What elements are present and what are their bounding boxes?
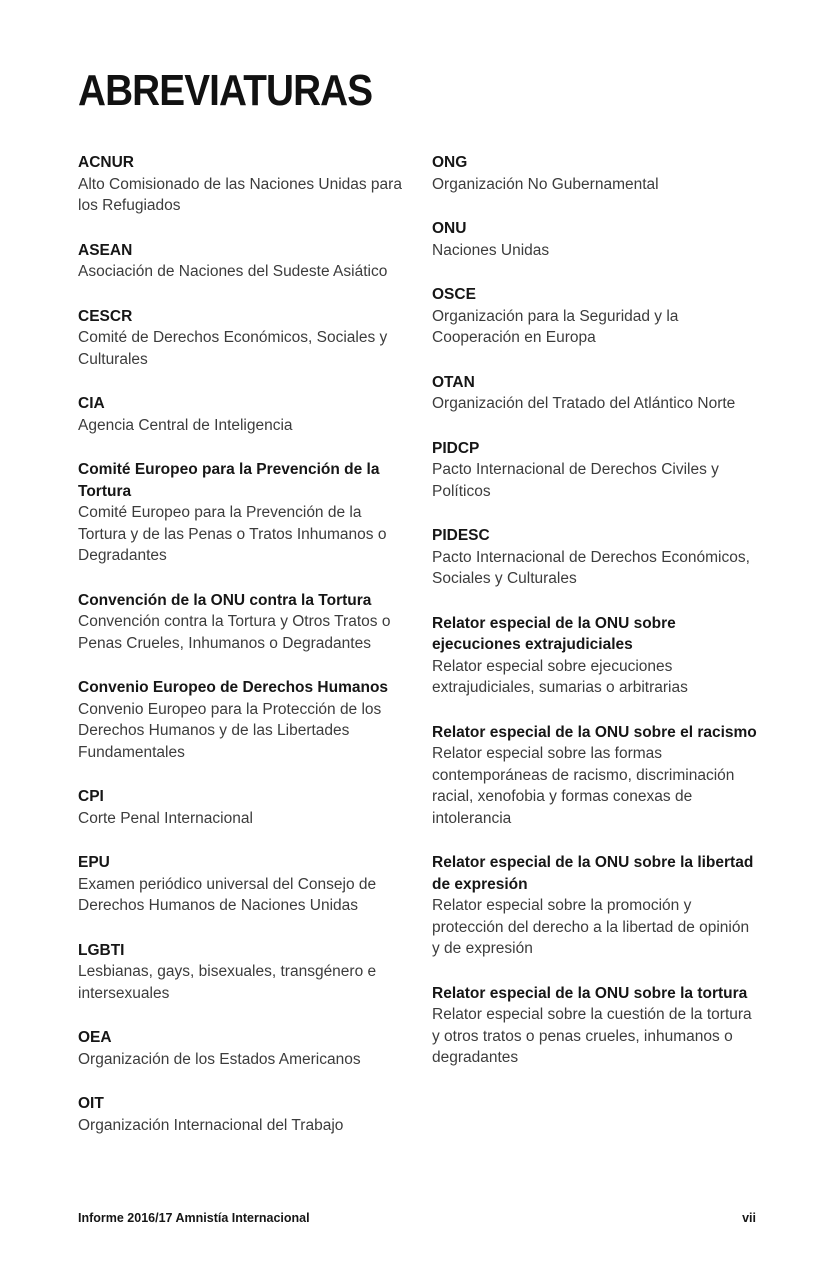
abbr-definition: Organización del Tratado del Atlántico Norte — [432, 395, 736, 412]
abbr-term: Relator especial de la ONU sobre el racismo — [432, 723, 757, 741]
abbr-entry — [432, 852, 760, 960]
abbr-entry — [78, 786, 406, 829]
abbr-term: CPI — [78, 788, 104, 805]
abbr-entry — [78, 1027, 406, 1070]
abbr-term: Convención de la ONU contra la Tortura — [78, 591, 372, 609]
abbr-entry — [78, 940, 406, 1005]
abbr-entry — [78, 152, 406, 217]
abbr-entry — [432, 152, 760, 195]
abbr-entry — [78, 393, 406, 436]
abbr-term: OSCE — [432, 286, 476, 303]
abbr-term: OEA — [78, 1029, 112, 1046]
abbr-definition: Pacto Internacional de Derechos Civiles y Políticos — [432, 461, 719, 500]
abbr-definition: Comité de Derechos Económicos, Sociales y Culturales — [78, 329, 388, 368]
abbr-term: Comité Europeo para la Prevención de la Tortura — [78, 461, 380, 500]
abbr-term: ACNUR — [78, 154, 134, 171]
abbr-definition: Lesbianas, gays, bisexuales, transgénero e intersexuales — [78, 963, 377, 1002]
abbr-definition: Organización Internacional del Trabajo — [78, 1116, 344, 1134]
abbr-term: Relator especial de la ONU sobre ejecuciones extrajudiciales — [432, 614, 676, 653]
right-column — [432, 152, 760, 1159]
abbr-term: ONG — [432, 154, 468, 171]
abbr-term: PIDESC — [432, 527, 490, 544]
abbr-entry — [78, 240, 406, 283]
abbr-definition: Organización No Gubernamental — [432, 175, 659, 193]
abbr-term: Convenio Europeo de Derechos Humanos — [78, 679, 389, 696]
abbr-entry — [432, 218, 760, 261]
abbr-definition: Organización de los Estados Americanos — [78, 1050, 361, 1068]
abbr-definition: Comité Europeo para la Prevención de la Tortura y de las Penas o Tratos Inhumanos o Degradantes — [78, 504, 387, 564]
abbr-term: Relator especial de la ONU sobre la libertad de expresión — [432, 854, 754, 893]
abbr-term: CESCR — [78, 307, 133, 325]
abbr-definition: Relator especial sobre la cuestión de la tortura y otros tratos o penas crueles, inhumanos o degradantes — [432, 1006, 752, 1066]
footer-report-title: Informe 2016/17 Amnistía Internacional — [78, 1211, 310, 1225]
abbr-term: CIA — [78, 395, 105, 412]
abbr-term: OIT — [78, 1095, 104, 1112]
abbr-entry — [78, 1093, 406, 1136]
abbr-entry — [432, 722, 760, 830]
abbr-term: EPU — [78, 854, 110, 871]
abbr-definition: Examen periódico universal del Consejo de Derechos Humanos de Naciones Unidas — [78, 875, 377, 914]
abbr-entry — [78, 459, 406, 567]
abbr-term: LGBTI — [78, 941, 125, 959]
abbr-definition: Organización para la Seguridad y la Cooperación en Europa — [432, 307, 679, 346]
abbr-entry — [78, 677, 406, 763]
abbr-definition: Relator especial sobre ejecuciones extrajudiciales, sumarias o arbitrarias — [432, 657, 688, 696]
abbr-term: OTAN — [432, 373, 475, 391]
abbr-entry — [432, 284, 760, 349]
footer-page-number: vii — [742, 1211, 756, 1225]
left-column — [78, 152, 406, 1159]
abbr-definition: Convención contra la Tortura y Otros Tratos o Penas Crueles, Inhumanos o Degradantes — [78, 613, 391, 652]
abbr-term: Relator especial de la ONU sobre la tortura — [432, 984, 748, 1002]
abbr-definition: Alto Comisionado de las Naciones Unidas para los Refugiados — [78, 175, 402, 214]
abbr-entry — [432, 372, 760, 415]
abbr-entry — [432, 438, 760, 503]
abbr-entry — [432, 983, 760, 1069]
abbr-term: PIDCP — [432, 439, 480, 457]
page-title: ABREVIATURAS — [78, 66, 373, 115]
abbr-definition: Pacto Internacional de Derechos Económicos, Sociales y Culturales — [432, 548, 750, 587]
abbr-term: ASEAN — [78, 241, 133, 259]
abbr-definition: Corte Penal Internacional — [78, 809, 253, 827]
abbr-entry — [432, 613, 760, 699]
abbreviations-list — [78, 152, 760, 1159]
abbr-definition: Relator especial sobre las formas contemporáneas de racismo, discriminación racial, xenofobia y formas conexas de intolerancia — [432, 745, 735, 827]
abbr-term: ONU — [432, 220, 467, 237]
page-footer — [78, 1211, 756, 1225]
abbr-definition: Asociación de Naciones del Sudeste Asiático — [78, 263, 388, 280]
abbr-definition: Relator especial sobre la promoción y protección del derecho a la libertad de opinión y de expresión — [432, 897, 750, 957]
abbr-entry — [432, 525, 760, 590]
abbr-entry — [78, 590, 406, 655]
abbr-definition: Agencia Central de Inteligencia — [78, 416, 293, 434]
abbr-definition: Naciones Unidas — [432, 241, 550, 259]
abbr-entry — [78, 306, 406, 371]
abbr-entry — [78, 852, 406, 917]
abbr-definition: Convenio Europeo para la Protección de los Derechos Humanos y de las Libertades Fundamentales — [78, 700, 382, 761]
